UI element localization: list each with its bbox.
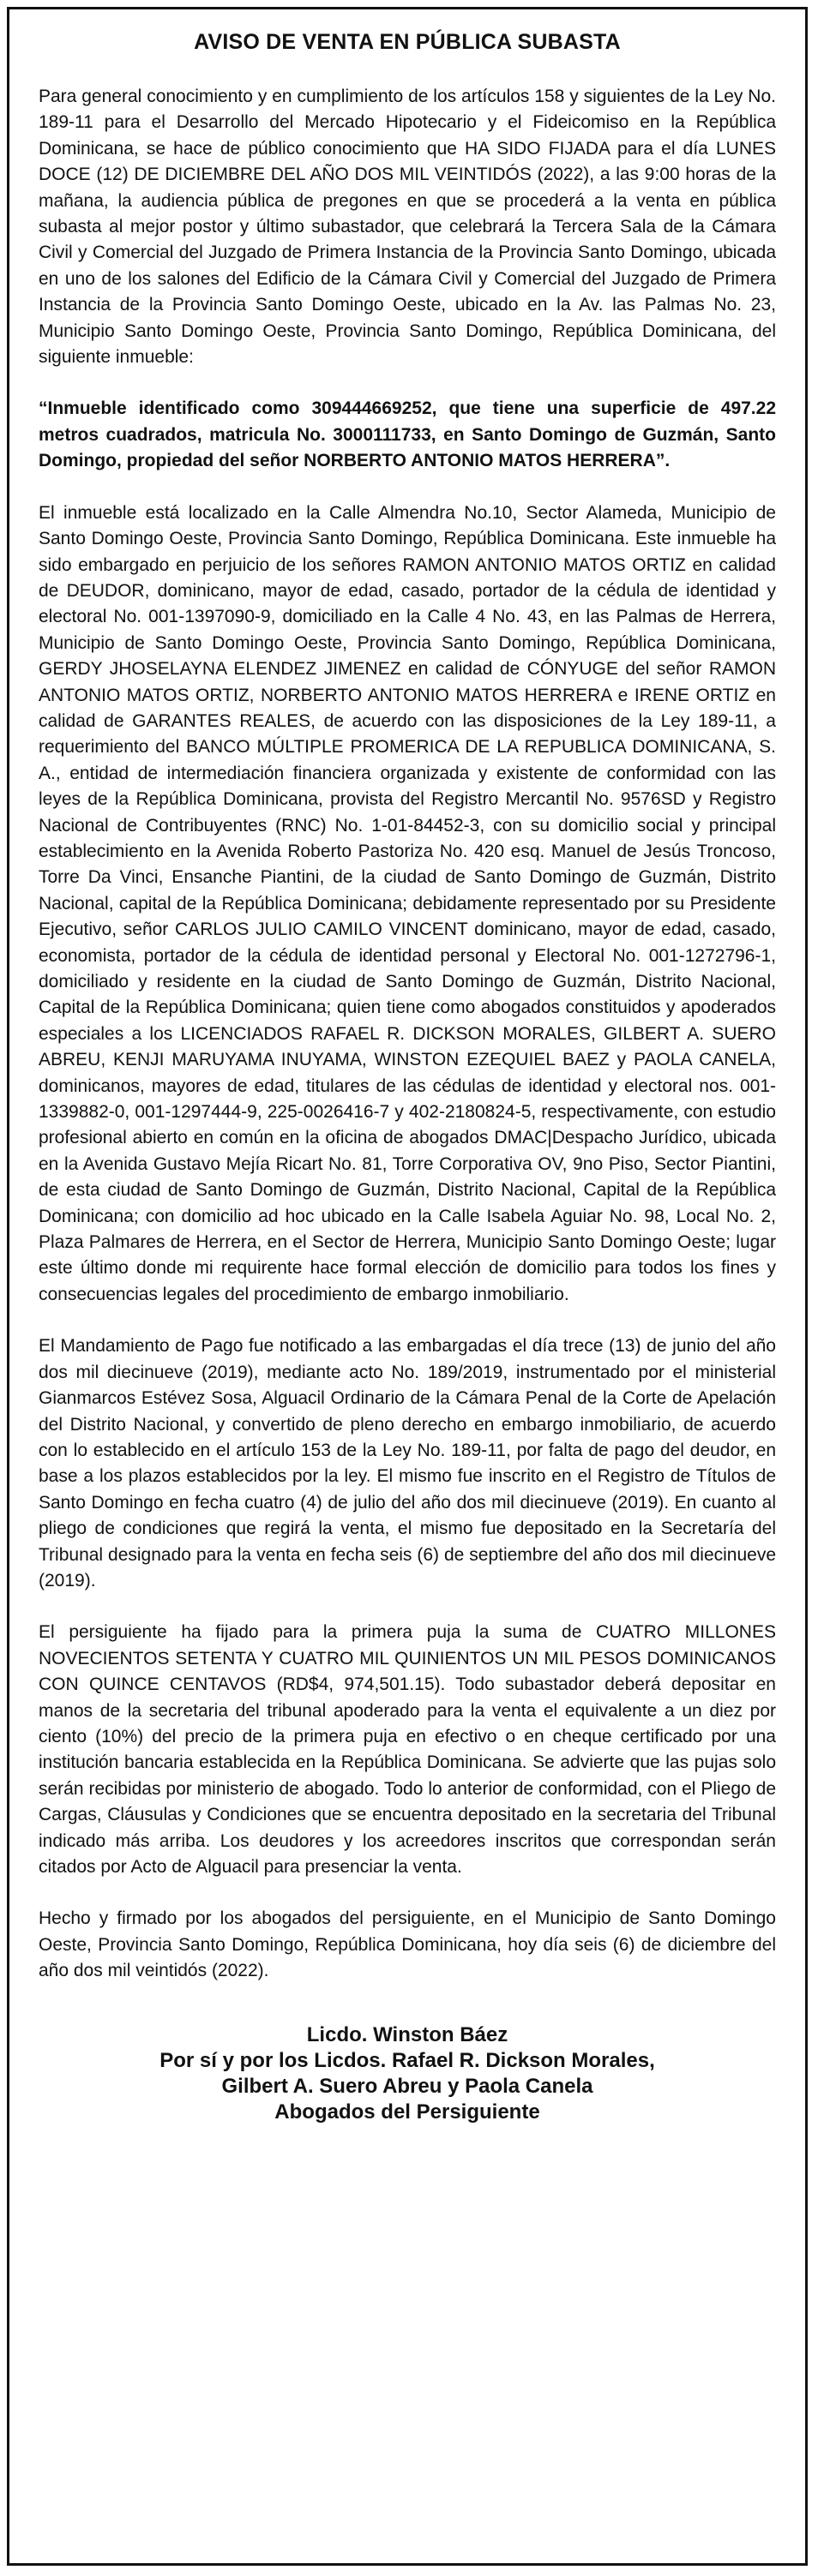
signature-line-2: Por sí y por los Licdos. Rafael R. Dickson Morales,	[159, 2048, 655, 2072]
signature-line-3: Gilbert A. Suero Abreu y Paola Canela	[221, 2074, 593, 2098]
intro-paragraph: Para general conocimiento y en cumplimiento de los artículos 158 y siguientes de la Ley No. 189-11 para el Desarrollo del Mercado Hipotecario y el Fideicomiso en la República Dominicana, se hace de público conocimiento que HA SIDO FIJADA para el día LUNES DOCE (12) DE DICIEMBRE DEL AÑO DOS MIL VEINTIDÓS (2022), a las 9:00 horas de la mañana, la audiencia pública de pregones en que se procederá a la venta en pública subasta al mejor postor y último subastador, que celebrará la Tercera Sala de la Cámara Civil y Comercial del Juzgado de Primera Instancia de la Provincia Santo Domingo, ubicada en uno de los salones del Edificio de la Cámara Civil y Comercial del Juzgado de Primera Instancia de la Provincia Santo Domingo Oeste, ubicado en la Av. las Palmas No. 23, Municipio Santo Domingo Oeste, Provincia Santo Domingo, República Dominicana, del siguiente inmueble:	[39, 87, 776, 368]
property-description-paragraph: “Inmueble identificado como 309444669252, que tiene una superficie de 497.22 metros cuadrados, matricula No. 3000111733, en Santo Domingo de Guzmán, Santo Domingo, propiedad del señor NORBERTO ANTONIO MATOS HERRERA”.	[39, 398, 776, 471]
closing-paragraph: Hecho y firmado por los abogados del persiguiente, en el Municipio de Santo Domingo Oeste, Provincia Santo Domingo, República Dominicana, hoy día seis (6) de diciembre del año dos mil veintidós (2022).	[39, 1908, 776, 1981]
property-location-paragraph: El inmueble está localizado en la Calle Almendra No.10, Sector Alameda, Municipio de Santo Domingo Oeste, Provincia Santo Domingo, República Dominicana. Este inmueble ha sido embargado en perjuicio de los señores RAMON ANTONIO MATOS ORTIZ en calidad de DEUDOR, dominicano, mayor de edad, casado, portador de la cédula de identidad y electoral No. 001-1397090-9, domiciliado en la Calle 4 No. 43, en las Palmas de Herrera, Municipio de Santo Domingo Oeste, Provincia Santo Domingo, República Dominicana, GERDY JHOSELAYNA ELENDEZ JIMENEZ en calidad de CÓNYUGE del señor RAMON ANTONIO MATOS ORTIZ, NORBERTO ANTONIO MATOS HERRERA e IRENE ORTIZ en calidad de GARANTES REALES, de acuerdo con las disposiciones de la Ley 189-11, a requerimiento del BANCO MÚLTIPLE PROMERICA DE LA REPUBLICA DOMINICANA, S. A., entidad de intermediación financiera organizada y existente de conformidad con las leyes de la República Dominicana, provista del Registro Mercantil No. 9576SD y Registro Nacional de Contribuyentes (RNC) No. 1-01-84452-3, con su domicilio social y principal establecimiento en la Avenida Roberto Pastoriza No. 420 esq. Manuel de Jesús Troncoso, Torre Da Vinci, Ensanche Piantini, de la ciudad de Santo Domingo de Guzmán, Distrito Nacional, capital de la República Dominicana; debidamente representado por su Presidente Ejecutivo, señor CARLOS JULIO CAMILO VINCENT dominicano, mayor de edad, casado, economista, portador de la cédula de identidad personal y Electoral No. 001-1272796-1, domiciliado y residente en la ciudad de Santo Domingo de Guzmán, Distrito Nacional, Capital de la República Dominicana; quien tiene como abogados constituidos y apoderados especiales a los LICENCIADOS RAFAEL R. DICKSON MORALES, GILBERT A. SUERO ABREU, KENJI MARUYAMA INUYAMA, WINSTON EZEQUIEL BAEZ y PAOLA CANELA, dominicanos, mayores de edad, titulares de las cédulas de identidad y electoral nos. 001-1339882-0, 001-1297444-9, 225-0026416-7 y 402-2180824-5, respectivamente, con estudio profesional abierto en común en la oficina de abogados DMAC|Despacho Jurídico, ubicada en la Avenida Gustavo Mejía Ricart No. 81, Torre Corporativa OV, 9no Piso, Sector Piantini, de esta ciudad de Santo Domingo de Guzmán, Distrito Nacional, Capital de la República Dominicana; con domicilio ad hoc ubicado en la Calle Isabela Aguiar No. 98, Local No. 2, Plaza Palmares de Herrera, en el Sector de Herrera, Municipio Santo Domingo Oeste; lugar este último donde mi requirente hace formal elección de domicilio para todos los fines y consecuencias legales del procedimiento de embargo inmobiliario.	[39, 502, 776, 1304]
signature-role: Abogados del Persiguiente	[274, 2100, 540, 2124]
signature-name: Licdo. Winston Báez	[306, 2022, 508, 2046]
payment-order-paragraph: El Mandamiento de Pago fue notificado a las embargadas el día trece (13) de junio del año dos mil diecinueve (2019), mediante acto No. 189/2019, instrumentado por el ministerial Gianmarcos Estévez Sosa, Alguacil Ordinario de la Cámara Penal de la Corte de Apelación del Distrito Nacional, y convertido de pleno derecho en embargo inmobiliario, de acuerdo con lo establecido en el artículo 153 de la Ley No. 189-11, por falta de pago del deudor, en base a los plazos establecidos por la ley. El mismo fue inscrito en el Registro de Títulos de Santo Domingo en fecha cuatro (4) de julio del año dos mil diecinueve (2019). En cuanto al pliego de condiciones que regirá la venta, el mismo fue depositado en la Secretaría del Tribunal designado para la venta en fecha seis (6) de septiembre del año dos mil diecinueve (2019).	[39, 1336, 776, 1591]
signature-block	[39, 2022, 776, 2125]
notice-title: AVISO DE VENTA EN PÚBLICA SUBASTA	[194, 30, 621, 54]
first-bid-paragraph: El persiguiente ha fijado para la primera puja la suma de CUATRO MILLONES NOVECIENTOS SETENTA Y CUATRO MIL QUINIENTOS UN MIL PESOS DOMINICANOS CON QUINCE CENTAVOS (RD$4, 974,501.15). Todo subastador deberá depositar en manos de la secretaria del tribunal apoderado para la venta el equivalente a un diez por ciento (10%) del precio de la primera puja en efectivo o en cheque certificado por una institución bancaria establecida en la República Dominicana. Se advierte que las pujas solo serán recibidas por ministerio de abogado. Todo lo anterior de conformidad, con el Pliego de Cargas, Cláusulas y Condiciones que se encuentra depositado en la secretaria del Tribunal indicado más arriba. Los deudores y los acreedores inscritos que correspondan serán citados por Acto de Alguacil para presenciar la venta.	[39, 1622, 776, 1877]
notice-frame	[7, 7, 808, 2566]
